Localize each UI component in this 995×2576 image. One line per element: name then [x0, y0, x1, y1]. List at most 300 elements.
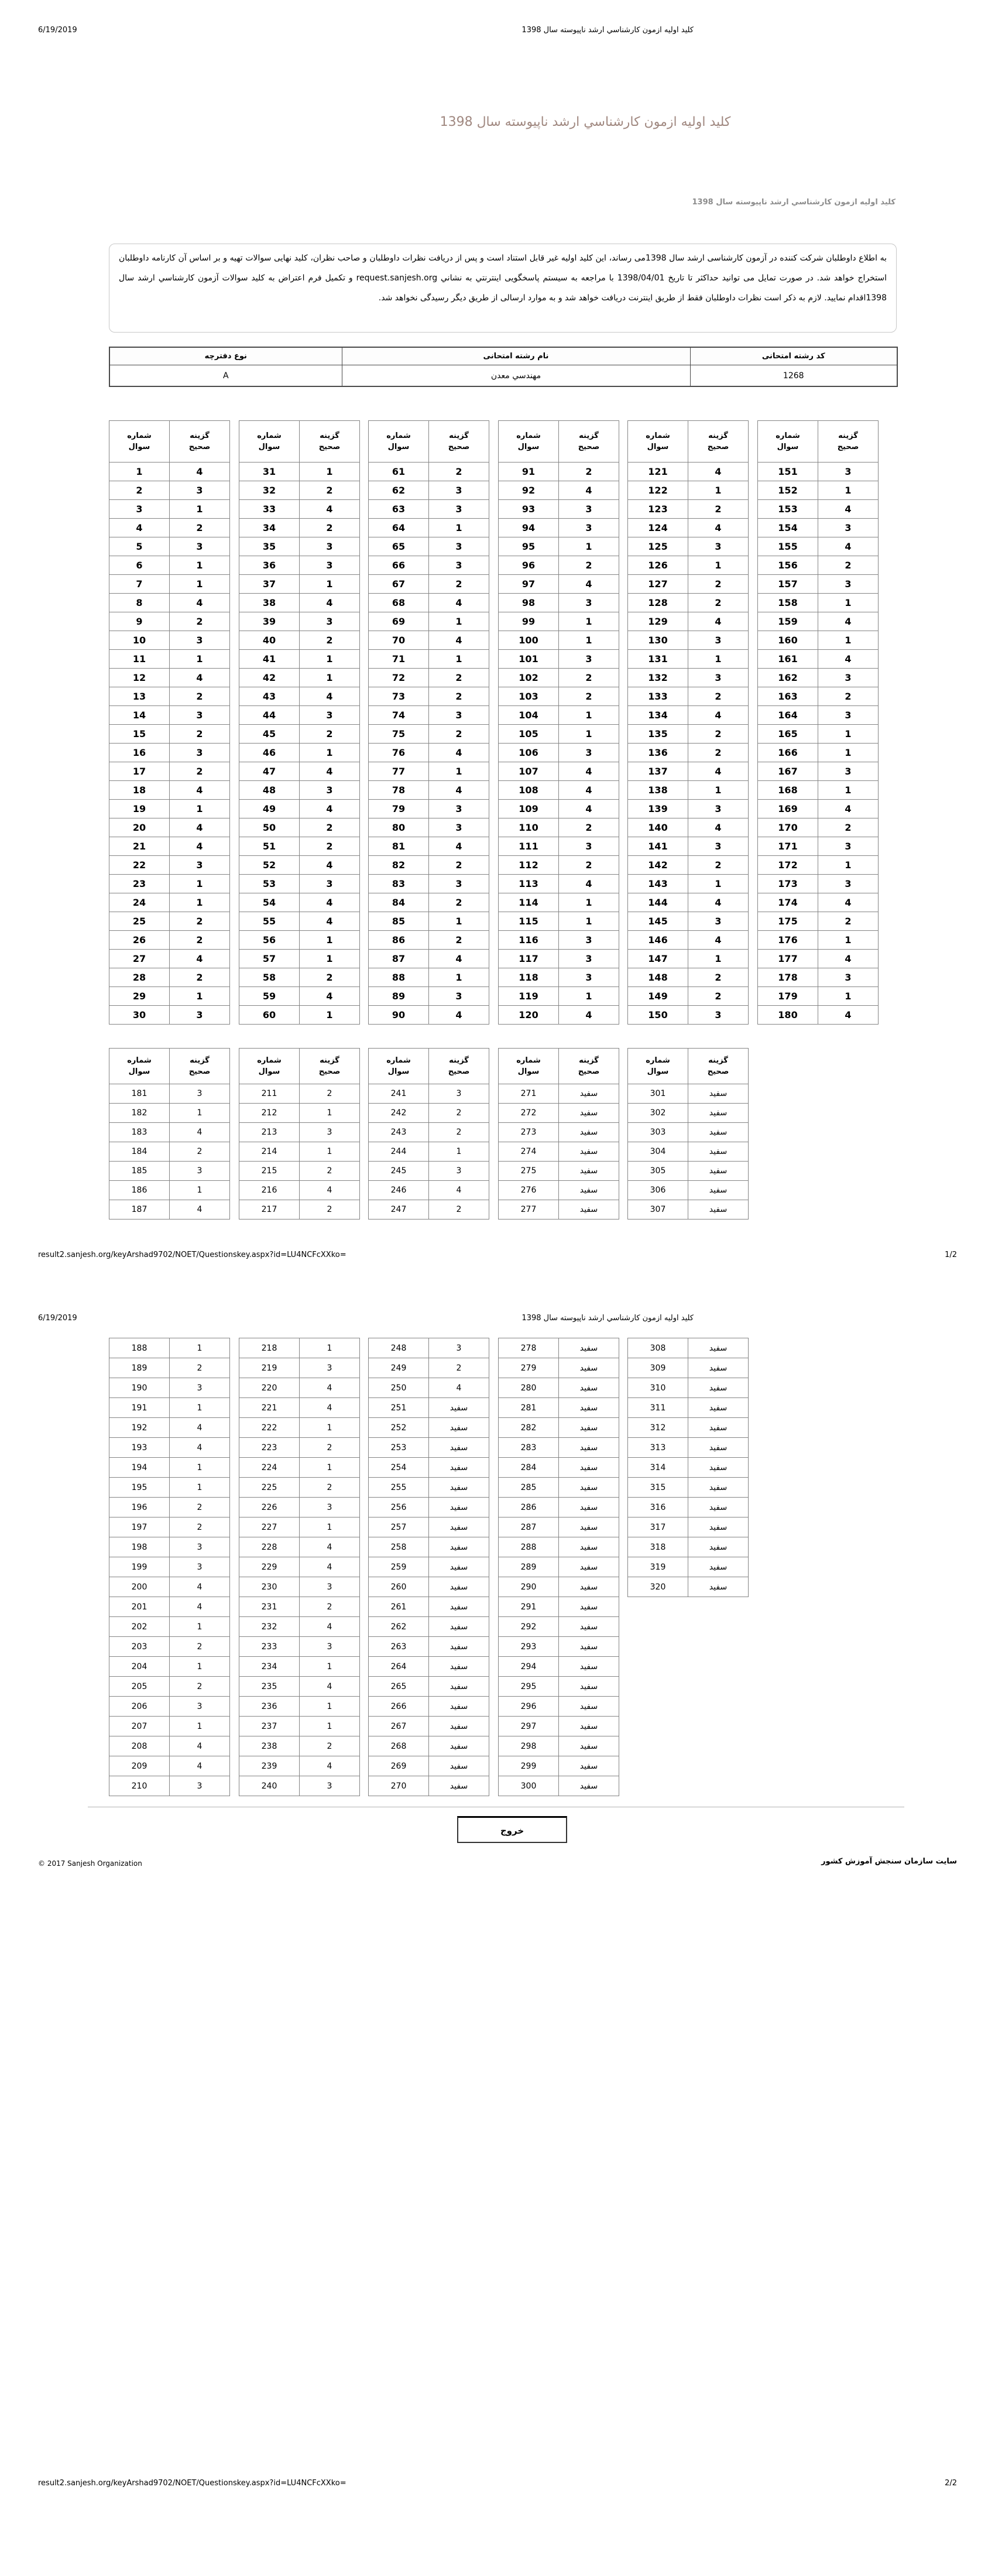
- question-number-cell: 60: [239, 1006, 300, 1025]
- question-number-header: شماره سوال: [758, 421, 818, 463]
- answer-cell: 2: [300, 818, 360, 837]
- answer-key-row: [628, 1418, 749, 1438]
- question-number-cell: 32: [239, 481, 300, 500]
- correct-answer-header: گزینه صحیح: [170, 421, 230, 463]
- question-number-cell: 16: [109, 744, 170, 762]
- answer-key-row: [109, 1378, 230, 1398]
- answer-key-row: [109, 762, 230, 781]
- answer-key-row: [758, 875, 879, 893]
- question-number-cell: 117: [499, 950, 559, 968]
- question-number-cell: 152: [758, 481, 818, 500]
- answer-key-row: [109, 1358, 230, 1378]
- answer-cell: 1: [170, 893, 230, 912]
- answer-cell: 3: [818, 968, 879, 987]
- answer-cell: سفید: [559, 1104, 619, 1123]
- question-number-cell: 297: [499, 1717, 559, 1736]
- question-number-cell: 177: [758, 950, 818, 968]
- answer-key-row: [758, 744, 879, 762]
- question-number-cell: 283: [499, 1438, 559, 1458]
- answer-cell: 1: [429, 968, 489, 987]
- answer-cell: 1: [170, 1717, 230, 1736]
- answer-key-row: [109, 687, 230, 706]
- answer-key-row: [369, 687, 489, 706]
- question-number-cell: 248: [369, 1338, 429, 1358]
- answer-key-row: [369, 1142, 489, 1162]
- question-number-cell: 270: [369, 1776, 429, 1796]
- question-number-cell: 193: [109, 1438, 170, 1458]
- answer-cell: سفید: [559, 1162, 619, 1181]
- question-number-cell: 232: [239, 1617, 300, 1637]
- answer-cell: 3: [300, 537, 360, 556]
- answer-key-row: [109, 987, 230, 1006]
- question-number-cell: 316: [628, 1498, 688, 1517]
- question-number-cell: 136: [628, 744, 688, 762]
- answer-key-row: [369, 1498, 489, 1517]
- answer-cell: 2: [300, 1162, 360, 1181]
- answer-cell: 4: [818, 800, 879, 818]
- answer-key-row: [109, 1084, 230, 1104]
- answer-key-row: [109, 1398, 230, 1418]
- question-number-cell: 123: [628, 500, 688, 519]
- answer-key-row: [239, 519, 360, 537]
- question-number-cell: 155: [758, 537, 818, 556]
- answer-cell: سفید: [559, 1697, 619, 1717]
- answer-key-row: [239, 912, 360, 931]
- answer-key-row: [109, 1458, 230, 1478]
- answer-cell: 3: [429, 875, 489, 893]
- question-number-cell: 255: [369, 1478, 429, 1498]
- question-number-cell: 272: [499, 1104, 559, 1123]
- answer-key-row: [109, 818, 230, 837]
- answer-key-row: [628, 1398, 749, 1418]
- answer-key-row: [499, 500, 619, 519]
- question-number-cell: 215: [239, 1162, 300, 1181]
- question-number-cell: 190: [109, 1378, 170, 1398]
- answer-cell: 3: [818, 875, 879, 893]
- answer-key-row: [628, 1181, 749, 1200]
- question-number-header: شماره سوال: [628, 421, 688, 463]
- answer-cell: 2: [170, 687, 230, 706]
- answer-cell: 3: [688, 1006, 749, 1025]
- question-number-cell: 310: [628, 1378, 688, 1398]
- answer-cell: 4: [300, 856, 360, 875]
- question-number-cell: 257: [369, 1517, 429, 1537]
- answer-key-row: [239, 463, 360, 481]
- question-number-cell: 103: [499, 687, 559, 706]
- answer-key-table-271: [498, 1338, 619, 1796]
- answer-key-row: [499, 481, 619, 500]
- answer-cell: 2: [688, 744, 749, 762]
- answer-key-row: [369, 1557, 489, 1577]
- question-number-cell: 153: [758, 500, 818, 519]
- answer-cell: 4: [300, 594, 360, 612]
- answer-key-table-151: [757, 420, 879, 1025]
- answer-key-row: [499, 1717, 619, 1736]
- answer-cell: سفید: [559, 1438, 619, 1458]
- question-number-cell: 320: [628, 1577, 688, 1597]
- answer-cell: 1: [818, 744, 879, 762]
- question-number-cell: 45: [239, 725, 300, 744]
- answer-cell: 2: [429, 1200, 489, 1220]
- answer-key-row: [499, 1577, 619, 1597]
- answer-key-row: [628, 1557, 749, 1577]
- question-number-cell: 89: [369, 987, 429, 1006]
- answer-key-row: [369, 987, 489, 1006]
- question-number-cell: 27: [109, 950, 170, 968]
- answer-cell: 4: [818, 893, 879, 912]
- question-number-cell: 11: [109, 650, 170, 669]
- question-number-cell: 263: [369, 1637, 429, 1657]
- answer-key-row: [369, 1577, 489, 1597]
- answer-cell: 2: [429, 1358, 489, 1378]
- answer-key-row: [499, 893, 619, 912]
- answer-key-row: [499, 1657, 619, 1677]
- answer-cell: سفید: [559, 1756, 619, 1776]
- question-number-cell: 90: [369, 1006, 429, 1025]
- question-number-cell: 53: [239, 875, 300, 893]
- answer-cell: 2: [170, 1358, 230, 1378]
- answer-key-row: [628, 950, 749, 968]
- answer-key-row: [239, 556, 360, 575]
- answer-key-row: [239, 500, 360, 519]
- answer-key-row: [369, 1637, 489, 1657]
- answer-cell: سفید: [688, 1358, 749, 1378]
- question-number-cell: 138: [628, 781, 688, 800]
- answer-key-row: [109, 1697, 230, 1717]
- question-number-cell: 22: [109, 856, 170, 875]
- question-number-cell: 7: [109, 575, 170, 594]
- answer-cell: 3: [429, 556, 489, 575]
- answer-key-row: [239, 1084, 360, 1104]
- question-number-cell: 132: [628, 669, 688, 687]
- answer-key-row: [499, 1557, 619, 1577]
- answer-cell: 3: [170, 1557, 230, 1577]
- answer-cell: 2: [170, 1517, 230, 1537]
- answer-cell: 2: [170, 1637, 230, 1657]
- question-number-cell: 194: [109, 1458, 170, 1478]
- question-number-cell: 186: [109, 1181, 170, 1200]
- question-number-cell: 236: [239, 1697, 300, 1717]
- answer-key-row: [369, 781, 489, 800]
- answer-key-row: [758, 500, 879, 519]
- answer-cell: 2: [429, 856, 489, 875]
- answer-cell: 4: [429, 837, 489, 856]
- answer-cell: 1: [170, 875, 230, 893]
- answer-key-row: [239, 1677, 360, 1697]
- answer-key-row: [758, 931, 879, 950]
- answer-cell: 1: [300, 669, 360, 687]
- answer-key-row: [499, 1697, 619, 1717]
- answer-key-row: [499, 1084, 619, 1104]
- question-number-cell: 128: [628, 594, 688, 612]
- answer-cell: 3: [429, 800, 489, 818]
- answer-key-row: [369, 519, 489, 537]
- answer-key-row: [628, 968, 749, 987]
- question-number-cell: 171: [758, 837, 818, 856]
- question-number-cell: 292: [499, 1617, 559, 1637]
- question-number-cell: 175: [758, 912, 818, 931]
- answer-cell: 4: [688, 706, 749, 725]
- answer-key-row: [109, 1418, 230, 1438]
- answer-cell: سفید: [559, 1537, 619, 1557]
- question-number-cell: 281: [499, 1398, 559, 1418]
- answer-cell: 2: [170, 519, 230, 537]
- answer-cell: 3: [300, 781, 360, 800]
- question-number-cell: 208: [109, 1736, 170, 1756]
- answer-key-row: [239, 575, 360, 594]
- answer-key-row: [239, 968, 360, 987]
- answer-key-row: [499, 875, 619, 893]
- answer-cell: 4: [300, 1617, 360, 1637]
- answer-key-row: [109, 725, 230, 744]
- question-number-cell: 14: [109, 706, 170, 725]
- question-number-cell: 35: [239, 537, 300, 556]
- question-number-cell: 282: [499, 1418, 559, 1438]
- answer-key-row: [109, 931, 230, 950]
- answer-cell: 3: [170, 1697, 230, 1717]
- answer-key-row: [499, 1617, 619, 1637]
- page2-header-title: کلید اولیه ازمون کارشناسي ارشد ناپیوسته سال 1398: [521, 1314, 694, 1323]
- answer-key-header-row: [499, 421, 619, 463]
- answer-cell: 3: [300, 875, 360, 893]
- answer-key-row: [369, 950, 489, 968]
- answer-key-row: [758, 800, 879, 818]
- answer-cell: 1: [300, 931, 360, 950]
- answer-key-row: [499, 1458, 619, 1478]
- answer-key-row: [109, 950, 230, 968]
- answer-key-row: [628, 1084, 749, 1104]
- answer-cell: 3: [300, 1498, 360, 1517]
- answer-key-row: [499, 1123, 619, 1142]
- answer-cell: 3: [688, 537, 749, 556]
- exam-name-value: مهندسي معدن: [342, 365, 690, 387]
- answer-key-row: [499, 1438, 619, 1458]
- answer-cell: 3: [818, 463, 879, 481]
- answer-cell: 4: [170, 594, 230, 612]
- question-number-cell: 173: [758, 875, 818, 893]
- answer-key-row: [628, 650, 749, 669]
- answer-key-row: [109, 1537, 230, 1557]
- answer-key-row: [499, 1637, 619, 1657]
- question-number-cell: 71: [369, 650, 429, 669]
- correct-answer-header: گزینه صحیح: [688, 421, 749, 463]
- question-number-cell: 23: [109, 875, 170, 893]
- answer-key-row: [239, 725, 360, 744]
- answer-cell: 1: [818, 594, 879, 612]
- answer-key-row: [628, 1577, 749, 1597]
- question-number-cell: 137: [628, 762, 688, 781]
- question-number-cell: 252: [369, 1418, 429, 1438]
- answer-key-row: [369, 1597, 489, 1617]
- answer-cell: 4: [300, 762, 360, 781]
- question-number-cell: 98: [499, 594, 559, 612]
- question-number-cell: 66: [369, 556, 429, 575]
- answer-cell: 3: [559, 650, 619, 669]
- answer-cell: 1: [688, 556, 749, 575]
- question-number-cell: 314: [628, 1458, 688, 1478]
- answer-cell: 4: [688, 762, 749, 781]
- question-number-cell: 114: [499, 893, 559, 912]
- answer-key-row: [628, 1378, 749, 1398]
- question-number-cell: 10: [109, 631, 170, 650]
- answer-key-row: [369, 1677, 489, 1697]
- answer-key-row: [758, 537, 879, 556]
- page2-page-number: 2/2: [945, 2479, 957, 2488]
- answer-cell: 3: [170, 1378, 230, 1398]
- answer-cell: سفید: [429, 1498, 489, 1517]
- answer-cell: 4: [429, 950, 489, 968]
- correct-answer-header: گزینه صحیح: [300, 421, 360, 463]
- answer-key-row: [109, 1657, 230, 1677]
- answer-key-row: [239, 950, 360, 968]
- question-number-cell: 184: [109, 1142, 170, 1162]
- question-number-cell: 304: [628, 1142, 688, 1162]
- answer-cell: 1: [818, 781, 879, 800]
- question-number-cell: 189: [109, 1358, 170, 1378]
- question-number-header: شماره سوال: [109, 1049, 170, 1084]
- answer-key-row: [109, 1142, 230, 1162]
- answer-key-row: [499, 950, 619, 968]
- answer-key-row: [369, 837, 489, 856]
- question-number-cell: 61: [369, 463, 429, 481]
- question-number-cell: 54: [239, 893, 300, 912]
- answer-key-row: [109, 875, 230, 893]
- answer-key-row: [628, 1162, 749, 1181]
- answer-cell: 2: [300, 837, 360, 856]
- answer-cell: 1: [818, 987, 879, 1006]
- question-number-cell: 238: [239, 1736, 300, 1756]
- answer-cell: 2: [300, 1597, 360, 1617]
- answer-cell: سفید: [559, 1657, 619, 1677]
- answer-cell: 4: [559, 875, 619, 893]
- question-number-header: شماره سوال: [369, 1049, 429, 1084]
- answer-key-row: [239, 818, 360, 837]
- answer-key-row: [239, 1378, 360, 1398]
- question-number-cell: 31: [239, 463, 300, 481]
- question-number-header: شماره سوال: [239, 1049, 300, 1084]
- answer-key-row: [109, 800, 230, 818]
- question-number-cell: 110: [499, 818, 559, 837]
- answer-cell: سفید: [429, 1418, 489, 1438]
- answer-cell: 4: [818, 500, 879, 519]
- answer-key-row: [369, 1338, 489, 1358]
- answer-key-row: [239, 1657, 360, 1677]
- answer-cell: 3: [170, 1084, 230, 1104]
- question-number-cell: 118: [499, 968, 559, 987]
- answer-key-row: [369, 612, 489, 631]
- answer-key-row: [628, 1338, 749, 1358]
- answer-cell: سفید: [559, 1418, 619, 1438]
- answer-key-row: [369, 575, 489, 594]
- answer-key-row: [239, 1162, 360, 1181]
- answer-cell: 1: [170, 500, 230, 519]
- question-number-cell: 30: [109, 1006, 170, 1025]
- exam-code-value: 1268: [690, 365, 897, 387]
- answer-cell: 1: [300, 575, 360, 594]
- question-number-cell: 57: [239, 950, 300, 968]
- answer-cell: 2: [429, 669, 489, 687]
- answer-key-row: [369, 856, 489, 875]
- answer-cell: 4: [559, 800, 619, 818]
- question-number-cell: 47: [239, 762, 300, 781]
- answer-key-row: [499, 1776, 619, 1796]
- question-number-cell: 55: [239, 912, 300, 931]
- question-number-cell: 144: [628, 893, 688, 912]
- question-number-cell: 288: [499, 1537, 559, 1557]
- answer-key-row: [758, 912, 879, 931]
- answer-key-row: [109, 1006, 230, 1025]
- answer-key-row: [239, 1557, 360, 1577]
- answer-key-row: [109, 1617, 230, 1637]
- question-number-cell: 105: [499, 725, 559, 744]
- correct-answer-header: گزینه صحیح: [818, 421, 879, 463]
- answer-key-row: [499, 650, 619, 669]
- answer-key-row: [628, 537, 749, 556]
- question-number-cell: 195: [109, 1478, 170, 1498]
- answer-key-table-181: [109, 1338, 230, 1796]
- question-number-cell: 286: [499, 1498, 559, 1517]
- question-number-cell: 58: [239, 968, 300, 987]
- answer-key-row: [758, 987, 879, 1006]
- question-number-cell: 13: [109, 687, 170, 706]
- correct-answer-header: گزینه صحیح: [170, 1049, 230, 1084]
- answer-key-row: [239, 1537, 360, 1557]
- question-number-cell: 213: [239, 1123, 300, 1142]
- question-number-cell: 145: [628, 912, 688, 931]
- question-number-cell: 258: [369, 1537, 429, 1557]
- answer-key-row: [499, 818, 619, 837]
- exit-button[interactable]: خروج: [457, 1816, 567, 1843]
- answer-cell: 1: [300, 650, 360, 669]
- answer-cell: سفید: [429, 1438, 489, 1458]
- answer-key-header-row: [109, 1049, 230, 1084]
- exam-info-table: [109, 347, 898, 387]
- answer-cell: 4: [300, 1181, 360, 1200]
- question-number-cell: 237: [239, 1717, 300, 1736]
- answer-key-row: [758, 669, 879, 687]
- answer-cell: 1: [688, 950, 749, 968]
- question-number-cell: 4: [109, 519, 170, 537]
- answer-key-row: [239, 1697, 360, 1717]
- answer-key-row: [628, 1438, 749, 1458]
- question-number-cell: 100: [499, 631, 559, 650]
- answer-key-table-211: [239, 1338, 360, 1796]
- answer-cell: 3: [688, 800, 749, 818]
- answer-cell: سفید: [688, 1537, 749, 1557]
- answer-key-row: [499, 687, 619, 706]
- answer-key-row: [628, 612, 749, 631]
- question-number-cell: 233: [239, 1637, 300, 1657]
- question-number-header: شماره سوال: [239, 421, 300, 463]
- answer-cell: 4: [300, 1398, 360, 1418]
- question-number-cell: 210: [109, 1776, 170, 1796]
- answer-cell: سفید: [688, 1577, 749, 1597]
- answer-cell: 3: [429, 1162, 489, 1181]
- answer-key-row: [369, 631, 489, 650]
- answer-cell: 3: [170, 744, 230, 762]
- answer-key-row: [758, 950, 879, 968]
- question-number-cell: 79: [369, 800, 429, 818]
- answer-key-row: [109, 1756, 230, 1776]
- answer-key-row: [369, 1537, 489, 1557]
- answer-cell: سفید: [429, 1597, 489, 1617]
- answer-key-row: [109, 1517, 230, 1537]
- question-number-cell: 97: [499, 575, 559, 594]
- question-number-cell: 163: [758, 687, 818, 706]
- question-number-cell: 49: [239, 800, 300, 818]
- answer-cell: 1: [559, 725, 619, 744]
- answer-key-row: [758, 856, 879, 875]
